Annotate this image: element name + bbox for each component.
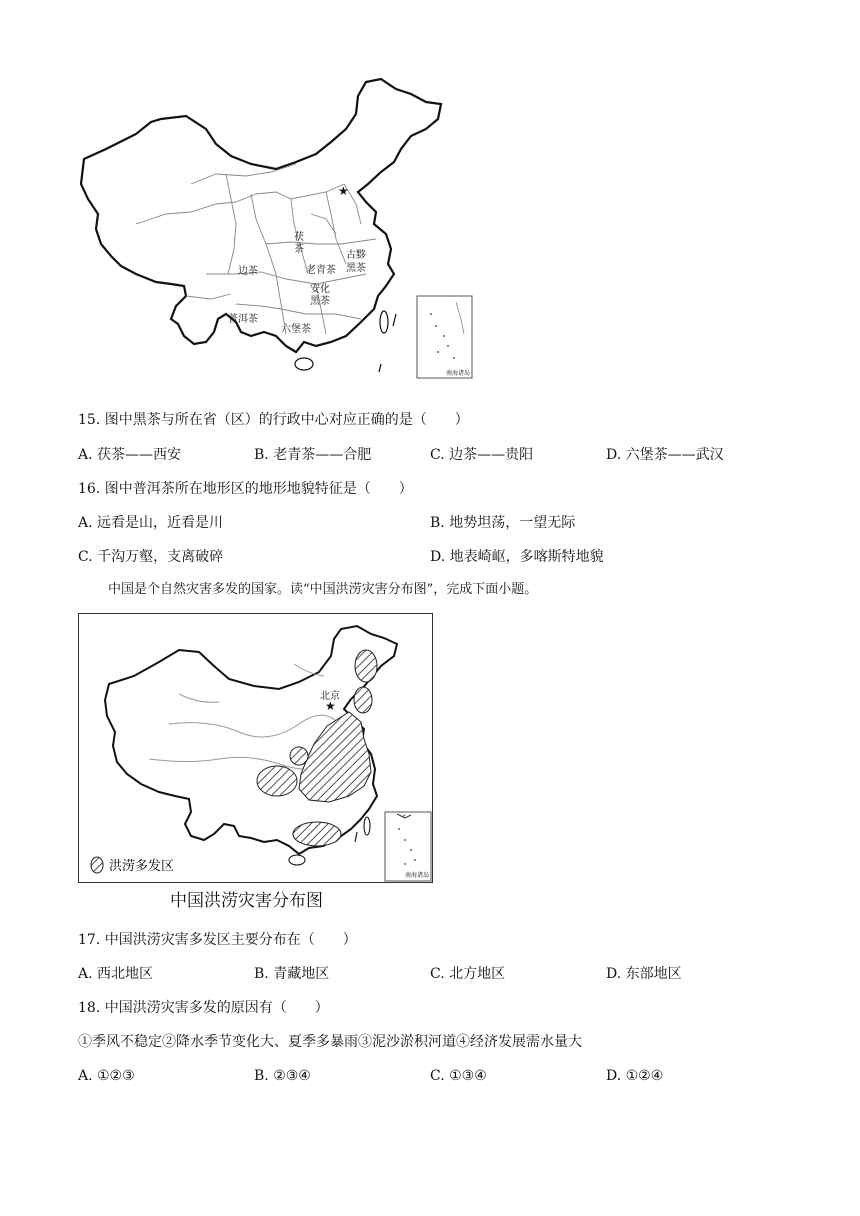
q18-reasons: ①季风不稳定②降水季节变化大、夏季多暴雨③泥沙淤积河道④经济发展需水量大 [78,1034,582,1050]
legend-hatch-swatch [91,857,103,873]
q15-stem: 15. 图中黑茶与所在省（区）的行政中心对应正确的是（ ） [78,412,469,428]
label-laoqing: 老青茶 [306,265,336,276]
q16-stem: 16. 图中普洱茶所在地形区的地形地貌特征是（ ） [78,481,413,497]
label-fu: 茯 [294,232,304,243]
legend-label: 洪涝多发区 [109,859,175,874]
inset-label-1: 南海诸岛 [446,370,471,377]
q17-stem: 17. 中国洪涝灾害多发区主要分布在（ ） [78,932,357,948]
q17-option-d[interactable]: D. 东部地区 [606,966,682,982]
q17-option-b[interactable]: B. 青藏地区 [254,966,330,982]
q16-option-d[interactable]: D. 地表崎岖，多喀斯特地貌 [430,549,604,565]
q18-option-d[interactable]: D. ①②④ [606,1068,664,1084]
svg-text:★: ★ [338,184,349,198]
label-fu-cha: 茶 [294,244,304,255]
label-anhua-hei: 黑茶 [310,296,330,307]
inset-label-2: 南海诸岛 [405,872,430,879]
china-outline [81,79,441,352]
label-anhua: 安化 [310,284,330,295]
label-puer: 普洱茶 [228,314,258,325]
q18-option-b[interactable]: B. ②③④ [254,1068,311,1084]
label-gu: 古黟 [346,250,366,261]
svg-text:★: ★ [325,699,336,713]
q17-option-c[interactable]: C. 北方地区 [430,966,506,982]
q15-option-c[interactable]: C. 边茶——贵阳 [430,447,534,463]
flood-map-caption: 中国洪涝灾害分布图 [170,891,323,911]
q16-option-c[interactable]: C. 千沟万壑，支离破碎 [78,549,224,565]
tea-map [76,74,476,382]
q18-option-a[interactable]: A. ①②③ [78,1068,135,1084]
beijing-label: 北京 [320,691,340,702]
q16-option-b[interactable]: B. 地势坦荡，一望无际 [430,515,576,531]
label-liubao: 六堡茶 [281,324,311,335]
q18-stem: 18. 中国洪涝灾害多发的原因有（ ） [78,1000,329,1016]
label-hei: 黑茶 [346,263,366,274]
flood-map [78,613,433,883]
q16-option-a[interactable]: A. 远看是山，近看是川 [78,515,224,531]
q18-option-c[interactable]: C. ①③④ [430,1068,487,1084]
q15-option-b[interactable]: B. 老青茶——合肥 [254,447,372,463]
label-bian: 边茶 [238,266,258,277]
flood-intro: 中国是个自然灾害多发的国家。读“中国洪涝灾害分布图”，完成下面小题。 [108,582,538,597]
q17-option-a[interactable]: A. 西北地区 [78,966,154,982]
q15-option-a[interactable]: A. 茯茶——西安 [78,447,182,463]
q15-option-d[interactable]: D. 六堡茶——武汉 [606,447,724,463]
